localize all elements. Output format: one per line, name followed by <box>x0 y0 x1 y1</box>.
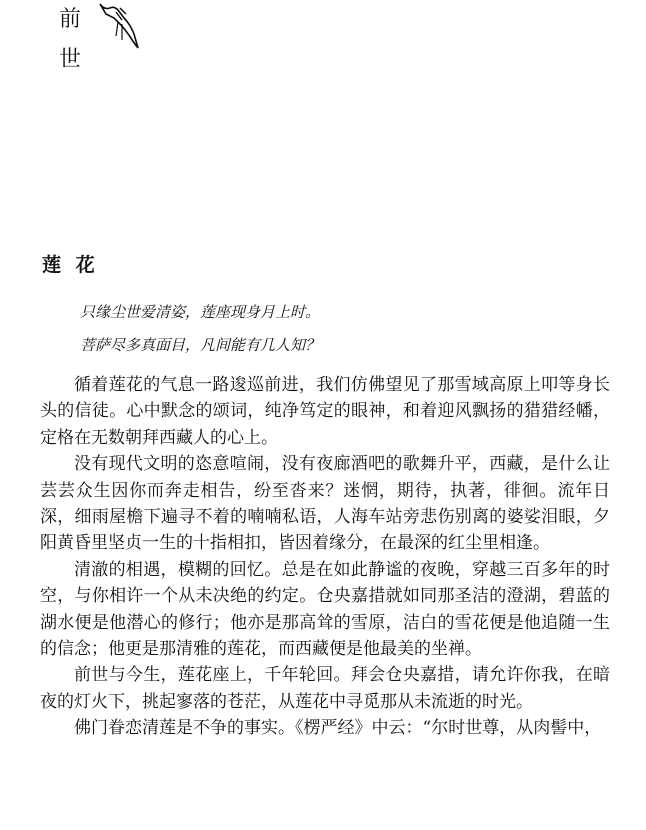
header-char-2: 世 <box>58 47 81 72</box>
paragraph-5: 佛门眷恋清莲是不争的事实。《楞严经》中云：“尔时世尊，从肉髻中， <box>74 718 602 739</box>
body-text <box>40 372 610 741</box>
header-char-1: 前 <box>58 7 81 32</box>
running-header <box>55 0 85 80</box>
paragraph-1: 循着莲花的气息一路逡巡前进，我们仿佛望见了那雪域高原上叩等身长头的信徒。心中默念的颂词，纯净笃定的眼神，和着迎风飘扬的猎猎经幡，定格在无数朝拜西藏人的心上。 <box>40 375 610 448</box>
paragraph-3: 清澈的相遇，模糊的回忆。总是在如此静谧的夜晚，穿越三百多年的时空，与你相许一个从未决绝的约定。仓央嘉措就如同那圣洁的澄湖，碧蓝的湖水便是他潜心的修行；他亦是那高耸的雪原，洁白的雪花便是他追随一生的信念；他更是那清雅的莲花，而西藏便是他最美的坐禅。 <box>40 559 610 660</box>
paragraph-2: 没有现代文明的恣意喧闹，没有夜廊酒吧的歌舞升平，西藏，是什么让芸芸众生因你而奔走相告，纷至沓来？迷惘，期待，执著，徘徊。流年日深，细雨屋檐下遍寻不着的喃喃私语，人海车站旁悲伤别离的婆娑泪眼，夕阳黄昏里坚贞一生的十指相扣，皆因着缘分，在最深的红尘里相逢。 <box>40 454 610 554</box>
poem-line: 只缘尘世爱清姿，莲座现身月上时。 <box>80 303 321 321</box>
brush-pen-icon <box>96 0 142 52</box>
paragraph-4: 前世与今生，莲花座上，千年轮回。拜会仓央嘉措，请允许你我，在暗夜的灯火下，挑起寥落的苍茫，从莲花中寻觅那从未流逝的时光。 <box>40 665 610 712</box>
poem-line: 菩萨尽多真面目，凡间能有几人知？ <box>80 336 321 354</box>
section-title: 莲 花 <box>42 254 99 276</box>
epigraph-poem <box>80 296 560 362</box>
